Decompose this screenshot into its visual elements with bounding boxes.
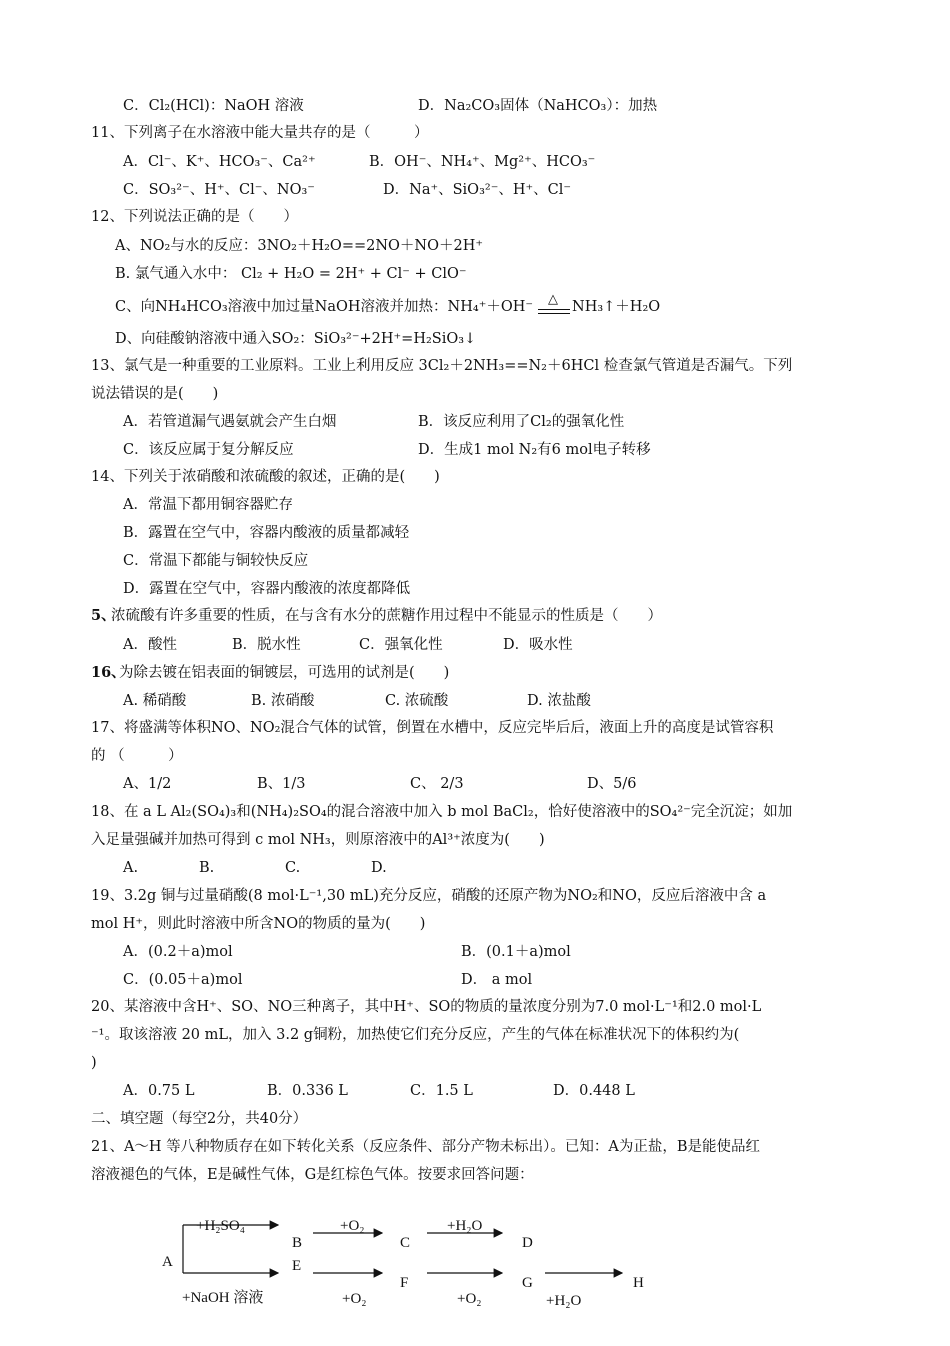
question-21-cont: 溶液褪色的气体，E是碱性气体，G是红棕色气体。按要求回答问题： [91, 1167, 534, 1183]
option-13b: B．该反应利用了Cl₂的强氧化性 [418, 414, 625, 430]
option-15c: C．强氧化性 [359, 637, 443, 653]
question-20-cont2: ) [91, 1055, 97, 1071]
question-15-number: 5、 [91, 607, 116, 624]
option-20d: D．0.448 L [553, 1083, 635, 1099]
option-20b: B．0.336 L [267, 1083, 348, 1099]
question-17-cont: 的 （ ） [91, 748, 183, 764]
option-17d: D、5/6 [587, 776, 637, 792]
option-13d: D．生成1 mol N₂有6 mol电子转移 [418, 442, 651, 458]
option-16d: D. 浓盐酸 [527, 693, 591, 709]
question-12: 12、下列说法正确的是（ ） [91, 209, 298, 225]
node-h: H [633, 1275, 644, 1291]
option-14d: D．露置在空气中，容器内酸液的浓度都降低 [123, 581, 411, 597]
heat-symbol: △ [548, 292, 558, 307]
node-e: E [292, 1258, 302, 1274]
option-15a: A．酸性 [123, 637, 177, 653]
option-12c-products: NH₃↑＋H₂O [572, 299, 661, 315]
question-16-number: 16、 [91, 664, 126, 681]
reagent-naoh: +NaOH 溶液 [182, 1290, 264, 1306]
option-18d: D. [371, 860, 387, 876]
question-16: 为除去镀在铝表面的铜镀层，可选用的试剂是( ) [119, 665, 450, 681]
option-12d: D、向硅酸钠溶液中通入SO₂：SiO₃²⁻+2H⁺=H₂SiO₃↓ [115, 331, 477, 347]
option-19d: D． a mol [461, 972, 533, 988]
node-a: A [162, 1254, 173, 1270]
option-16b: B. 浓硝酸 [251, 693, 315, 709]
option-16c: C. 浓硫酸 [385, 693, 449, 709]
question-14: 14、下列关于浓硝酸和浓硫酸的叙述，正确的是( ) [91, 469, 440, 485]
node-b: B [292, 1235, 303, 1251]
option-17b: B、1/3 [257, 776, 306, 792]
question-18: 18、在 a L Al₂(SO₄)₃和(NH₄)₂SO₄的混合溶液中加入 b mol BaCl₂，恰好使溶液中的SO₄²⁻完全沉淀；如加 [91, 804, 793, 820]
option-14a: A．常温下都用铜容器贮存 [123, 497, 293, 513]
section-heading: 二、填空题（每空2分，共40分） [91, 1111, 308, 1127]
option-18a: A. [123, 860, 139, 876]
node-g: G [522, 1275, 533, 1291]
option-19a: A．(0.2＋a)mol [123, 944, 233, 960]
option-11b: B．OH⁻、NH₄⁺、Mg²⁺、HCO₃⁻ [369, 154, 596, 170]
option-12a: A、NO₂与水的反应：3NO₂＋H₂O==2NO＋NO＋2H⁺ [115, 238, 484, 254]
reagent-o2-fg: +O₂ [457, 1291, 482, 1307]
option-14b: B．露置在空气中，容器内酸液的质量都减轻 [123, 525, 410, 541]
node-d: D [522, 1235, 533, 1251]
option-18c: C. [285, 860, 301, 876]
option-10c: C．Cl₂(HCl)：NaOH 溶液 [123, 98, 304, 114]
option-11c: C．SO₃²⁻、H⁺、Cl⁻、NO₃⁻ [123, 182, 315, 198]
option-14c: C．常温下都能与铜较快反应 [123, 553, 309, 569]
option-13c: C．该反应属于复分解反应 [123, 442, 294, 458]
option-11a: A．Cl⁻、K⁺、HCO₃⁻、Ca²⁺ [123, 154, 316, 170]
reagent-h2so4: +H₂SO₄ [196, 1218, 245, 1234]
option-10d: D．Na₂CO₃固体（NaHCO₃）：加热 [418, 98, 658, 114]
question-13-cont: 说法错误的是( ) [91, 386, 219, 402]
question-18-cont: 入足量强碱并加热可得到 c mol NH₃，则原溶液中的Al³⁺浓度为( ) [91, 832, 545, 848]
option-20c: C．1.5 L [410, 1083, 473, 1099]
question-15: 浓硫酸有许多重要的性质，在与含有水分的蔗糖作用过程中不能显示的性质是（ ） [111, 608, 662, 624]
question-17: 17、将盛满等体积NO、NO₂混合气体的试管，倒置在水槽中，反应完毕后后，液面上升的高度是试管容积 [91, 720, 774, 736]
question-19-cont: mol H⁺，则此时溶液中所含NO的物质的量为( ) [91, 916, 426, 932]
option-18b: B. [199, 860, 215, 876]
node-f: F [400, 1275, 409, 1291]
option-15d: D．吸水性 [503, 637, 573, 653]
option-16a: A. 稀硝酸 [123, 693, 187, 709]
option-12b: B. 氯气通入水中： Cl₂ + H₂O = 2H⁺ + Cl⁻ + ClO⁻ [115, 266, 467, 282]
question-21: 21、A～H 等八种物质存在如下转化关系（反应条件、部分产物未标出）。已知：A为正盐，B是能使品红 [91, 1139, 761, 1155]
option-17a: A、1/2 [123, 776, 172, 792]
question-20-cont: ⁻¹。取该溶液 20 mL，加入 3.2 g铜粉，加热使它们充分反应，产生的气体在标准状况下的体积约为( [91, 1027, 740, 1043]
option-19c: C．(0.05＋a)mol [123, 972, 243, 988]
question-11: 11、下列离子在水溶液中能大量共存的是（ ） [91, 125, 429, 141]
reagent-o2-bc: +O₂ [340, 1218, 365, 1234]
question-19: 19、3.2g 铜与过量硝酸(8 mol·L⁻¹,30 mL)充分反应，硝酸的还原产物为NO₂和NO，反应后溶液中含 a [91, 888, 767, 904]
reaction-diagram [150, 1210, 670, 1320]
option-12c: C、向NH₄HCO₃溶液中加过量NaOH溶液并加热：NH₄⁺＋OH⁻ [115, 299, 534, 315]
option-20a: A．0.75 L [123, 1083, 195, 1099]
option-19b: B．(0.1＋a)mol [461, 944, 571, 960]
question-13: 13、氯气是一种重要的工业原料。工业上利用反应 3Cl₂＋2NH₃==N₂＋6HCl 检查氯气管道是否漏气。下列 [91, 358, 793, 374]
option-17c: C、 2/3 [410, 776, 464, 792]
question-20: 20、某溶液中含H⁺、SO、NO三种离子，其中H⁺、SO的物质的量浓度分别为7.0 mol·L⁻¹和2.0 mol·L [91, 999, 762, 1015]
reagent-h2o-gh: +H₂O [546, 1293, 582, 1309]
node-c: C [400, 1235, 411, 1251]
option-11d: D．Na⁺、SiO₃²⁻、H⁺、Cl⁻ [383, 182, 572, 198]
reagent-o2-ef: +O₂ [342, 1291, 367, 1307]
option-15b: B．脱水性 [232, 637, 301, 653]
equal-sign-heat [538, 309, 570, 314]
option-13a: A．若管道漏气遇氨就会产生白烟 [123, 414, 337, 430]
reagent-h2o-cd: +H₂O [447, 1218, 483, 1234]
